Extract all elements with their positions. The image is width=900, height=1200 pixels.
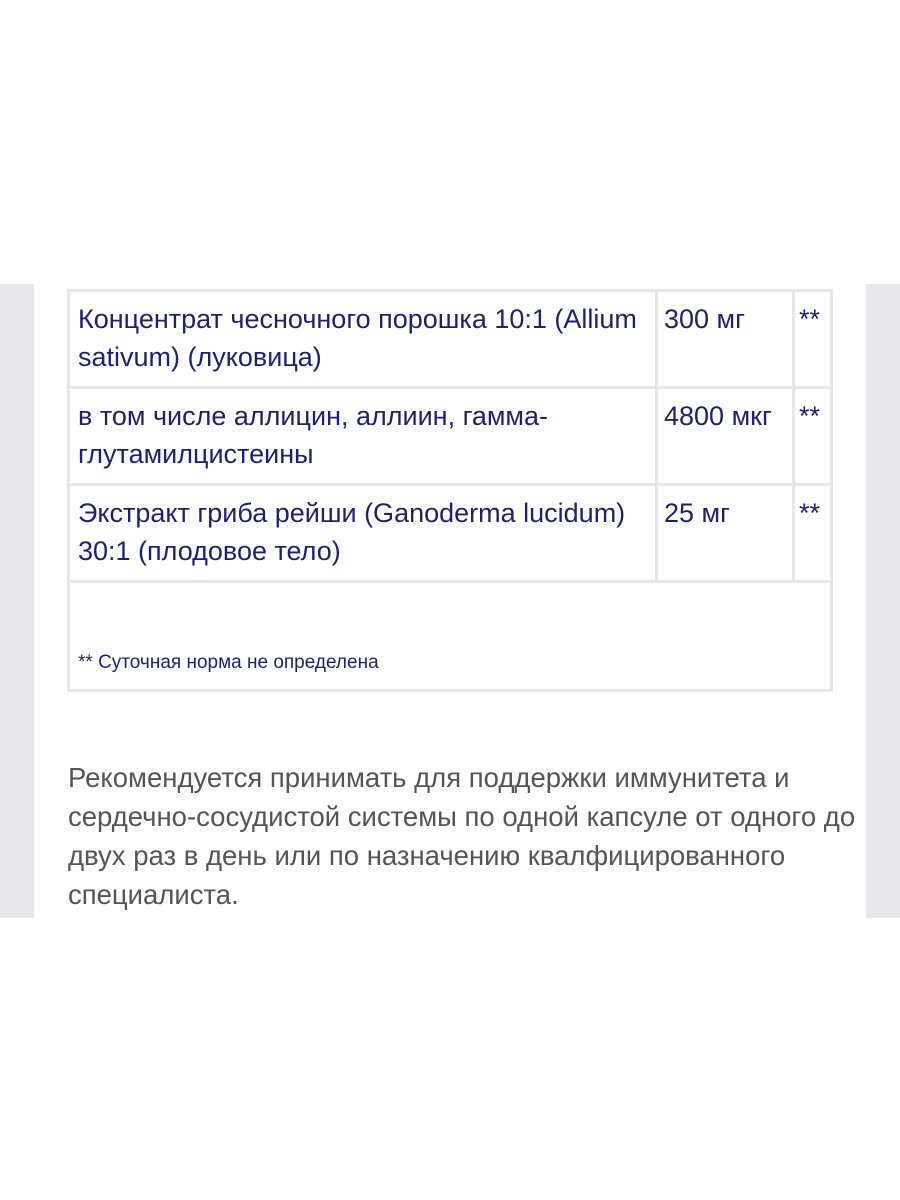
- recommendation-text: Рекомендуется принимать для поддержки иммунитета и сердечно-сосудистой системы по одной капсуле от одного до двух раз в день или по назначению квалфицированного специалиста.: [68, 762, 856, 910]
- table-row: [69, 388, 832, 485]
- ingredient-amount: 300 мг: [657, 291, 794, 388]
- daily-value: **: [794, 291, 832, 388]
- table-row: [69, 485, 832, 582]
- daily-value: **: [794, 485, 832, 582]
- ingredient-name: в том числе аллицин, аллиин, гамма-глутамилцистеины: [69, 388, 657, 485]
- daily-value: **: [794, 388, 832, 485]
- ingredient-amount: 4800 мкг: [657, 388, 794, 485]
- supplement-facts-table: [67, 289, 833, 692]
- footnote-row: [69, 582, 832, 691]
- ingredient-name: Концентрат чесночного порошка 10:1 (Allium sativum) (луковица): [69, 291, 657, 388]
- content-area: [34, 284, 866, 918]
- left-side-panel: [0, 284, 34, 918]
- ingredient-name: Экстракт гриба рейши (Ganoderma lucidum) 30:1 (плодовое тело): [69, 485, 657, 582]
- table-row: [69, 291, 832, 388]
- right-side-panel: [866, 284, 900, 918]
- ingredient-amount: 25 мг: [657, 485, 794, 582]
- footnote: ** Суточная норма не определена: [69, 582, 832, 691]
